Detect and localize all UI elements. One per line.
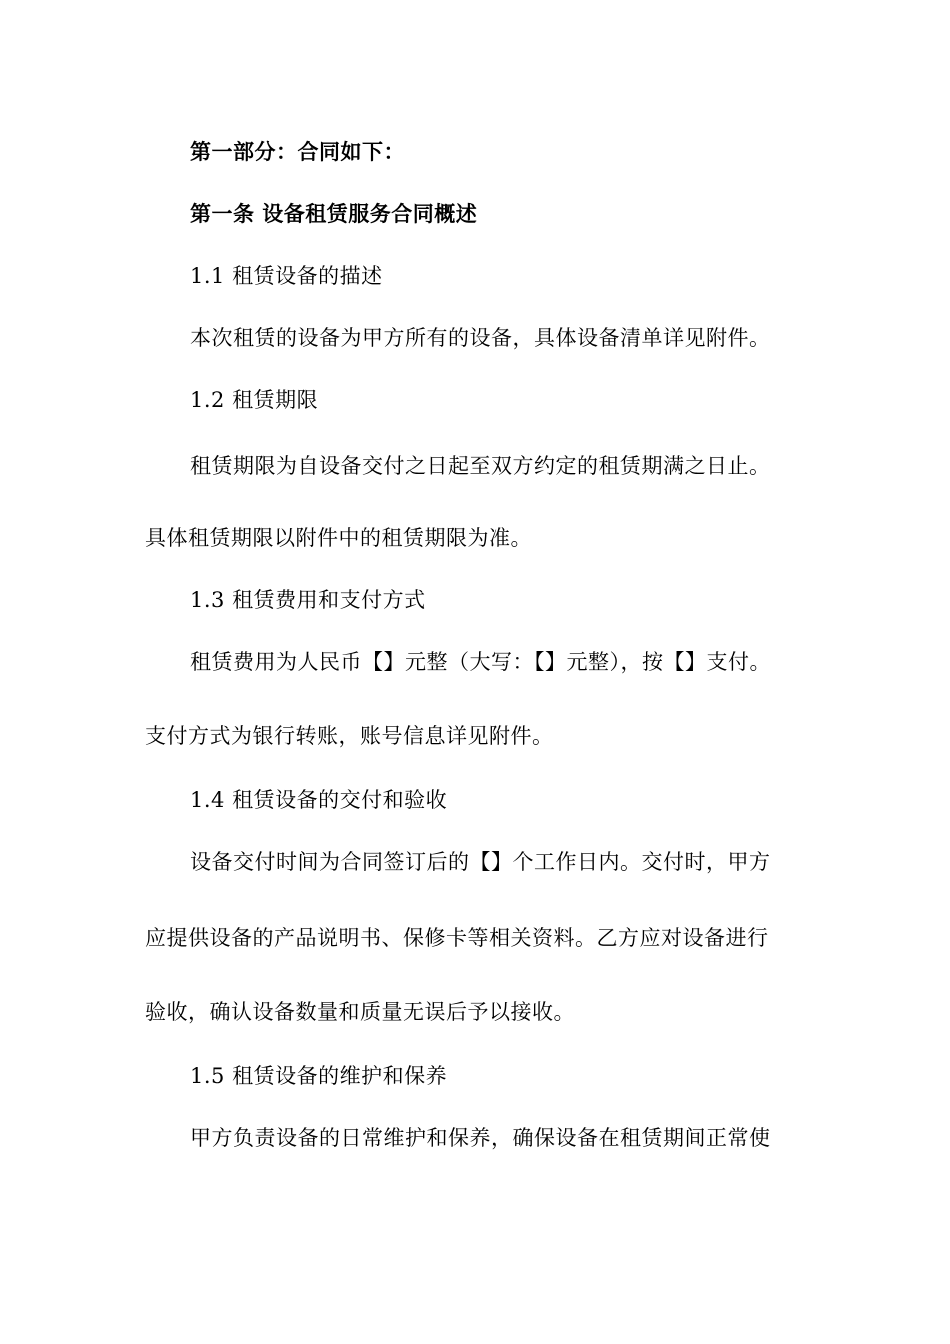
paragraph-line: 甲方负责设备的日常维护和保养，确保设备在租赁期间正常使 [190,1126,771,1150]
section-heading-1-3: 1.3 租赁费用和支付方式 [190,588,426,612]
paragraph-line: 应提供设备的产品说明书、保修卡等相关资料。乙方应对设备进行 [145,926,769,950]
section-heading-1-2: 1.2 租赁期限 [190,388,319,412]
paragraph-line: 设备交付时间为合同签订后的【】个工作日内。交付时，甲方 [190,850,771,874]
section-heading-1-5: 1.5 租赁设备的维护和保养 [190,1064,448,1088]
paragraph-line: 具体租赁期限以附件中的租赁期限为准。 [145,526,532,550]
paragraph-line: 验收，确认设备数量和质量无误后予以接收。 [145,1000,575,1024]
paragraph-line: 租赁费用为人民币【】元整（大写：【】元整），按【】支付。 [190,650,771,674]
paragraph-line: 租赁期限为自设备交付之日起至双方约定的租赁期满之日止。 [190,454,771,478]
article-heading: 第一条 设备租赁服务合同概述 [190,202,478,226]
paragraph-line: 本次租赁的设备为甲方所有的设备，具体设备清单详见附件。 [190,326,771,350]
section-heading-1-1: 1.1 租赁设备的描述 [190,264,383,288]
section-heading-1-4: 1.4 租赁设备的交付和验收 [190,788,448,812]
part-heading: 第一部分：合同如下： [190,140,405,164]
paragraph-line: 支付方式为银行转账，账号信息详见附件。 [145,724,554,748]
